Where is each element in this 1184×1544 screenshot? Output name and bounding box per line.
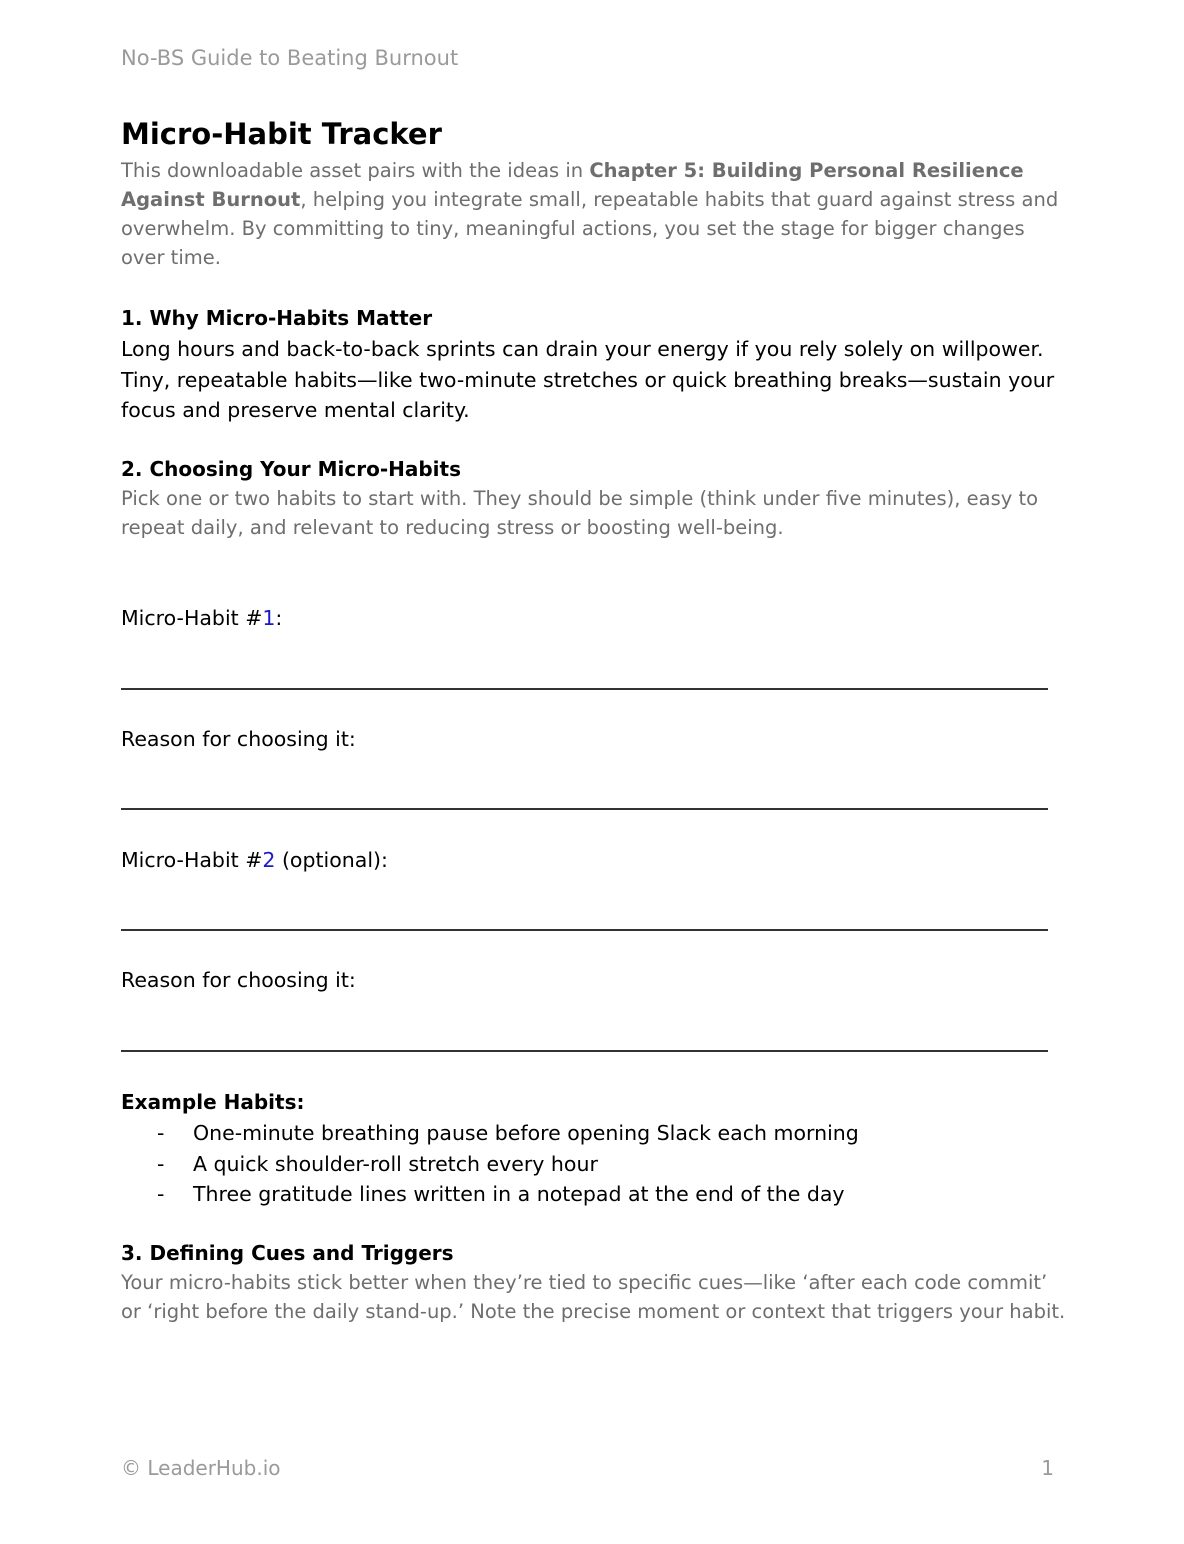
reason-1-answer-line[interactable] <box>121 808 1048 810</box>
list-item-text: One-minute breathing pause before opening Slack each morning <box>193 1121 859 1145</box>
section-1-heading: 1. Why Micro-Habits Matter <box>121 306 433 330</box>
section-3-body: Your micro-habits stick better when they’re tied to specific cues—like ‘after each code commit’ or ‘right before the daily stand-up.’ Note the precise moment or context that triggers your habit. <box>121 1271 1066 1323</box>
footer-copyright: © LeaderHub.io <box>121 1456 281 1480</box>
intro-chapter-reference: Chapter 5: Building Personal Resilience Against Burnout <box>121 159 1024 211</box>
reason-2-answer-line[interactable] <box>121 1050 1048 1052</box>
habit-1-answer-line[interactable] <box>121 688 1048 690</box>
intro-paragraph <box>121 156 1061 272</box>
reason-1-label: Reason for choosing it: <box>121 727 356 751</box>
list-item-text: Three gratitude lines written in a notepad at the end of the day <box>193 1182 845 1206</box>
reason-2-label: Reason for choosing it: <box>121 968 356 992</box>
page-number: 1 <box>1041 1456 1054 1480</box>
habit-1-prefix: Micro-Habit # <box>121 606 263 630</box>
section-2-body: Pick one or two habits to start with. They should be simple (think under five minutes), easy to repeat daily, and relevant to reducing stress or boosting well-being. <box>121 487 1039 539</box>
list-item-text: A quick shoulder-roll stretch every hour <box>193 1151 598 1176</box>
running-header: No-BS Guide to Beating Burnout <box>121 46 459 70</box>
list-bullet: - <box>157 1121 165 1145</box>
section-3-heading: 3. Defining Cues and Triggers <box>121 1241 454 1265</box>
section-1-body: Long hours and back-to-back sprints can drain your energy if you rely solely on willpower. Tiny, repeatable habits—like two-minute stretches or quick breathing breaks—sustain your focus and preserve mental clarity. <box>121 337 1055 422</box>
example-habits-heading: Example Habits: <box>121 1090 305 1114</box>
habit-2-label <box>121 848 388 872</box>
section-2-heading: 2. Choosing Your Micro-Habits <box>121 457 461 481</box>
intro-text-after: , helping you integrate small, repeatable habits that guard against stress and overwhelm. By committing to tiny, meaningful actions, you set the stage for bigger changes over time. <box>121 188 1059 269</box>
habit-2-number: 2 <box>262 848 276 872</box>
list-bullet: - <box>157 1182 165 1206</box>
habit-1-label <box>121 606 282 630</box>
document-page <box>121 0 1071 1544</box>
habit-1-number: 1 <box>262 606 276 630</box>
list-bullet: - <box>157 1151 165 1176</box>
intro-text-before: This downloadable asset pairs with the ideas in <box>121 159 590 182</box>
habit-1-suffix: : <box>275 606 283 630</box>
habit-2-prefix: Micro-Habit # <box>121 848 263 872</box>
page-title: Micro-Habit Tracker <box>121 117 442 151</box>
habit-2-answer-line[interactable] <box>121 929 1048 931</box>
habit-2-suffix: (optional): <box>275 848 388 872</box>
